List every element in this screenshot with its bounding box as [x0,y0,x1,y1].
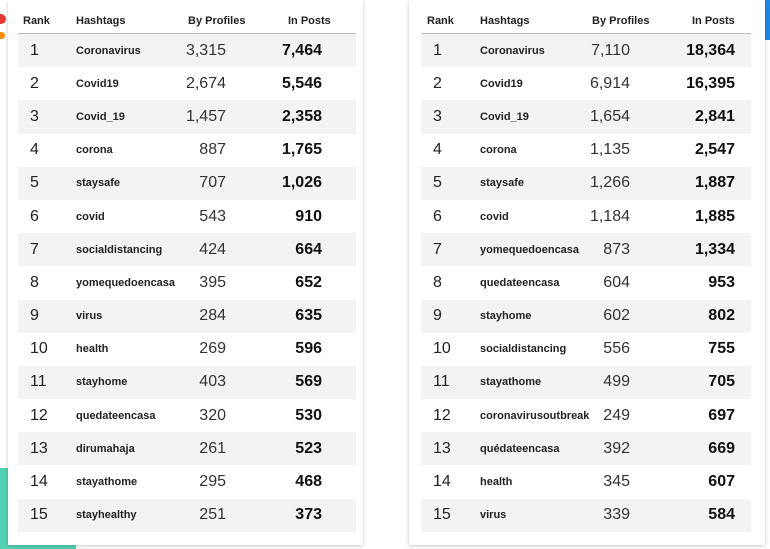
table-row [421,266,751,299]
posts-cell: 607 [708,473,735,491]
hashtag-cell: quédateencasa [480,442,560,455]
rank-cell: 9 [30,307,39,325]
table-row [421,432,751,465]
hashtag-table-right [421,6,751,532]
rank-cell: 13 [433,439,451,457]
hashtag-cell: covid [480,210,509,223]
profiles-cell: 1,654 [589,107,630,125]
profiles-cell: 873 [603,240,630,258]
rank-cell: 2 [30,74,39,92]
profiles-cell: 1,457 [185,107,226,125]
hashtag-cell: quedateencasa [76,409,156,422]
table-row [18,134,356,167]
rank-cell: 5 [30,174,39,192]
profiles-cell: 602 [603,307,630,325]
table-row [421,67,751,100]
table-row [421,300,751,333]
header-hashtags: Hashtags [480,15,530,27]
posts-cell: 523 [295,439,322,457]
posts-cell: 468 [295,473,322,491]
rank-cell: 8 [433,273,442,291]
posts-cell: 530 [295,406,322,424]
rank-cell: 10 [433,340,451,358]
hashtag-cell: health [76,343,109,356]
hashtag-cell: stayathome [76,476,138,489]
hashtag-cell: staysafe [76,177,121,190]
hashtag-table-card-right [409,0,765,545]
posts-cell: 596 [295,340,322,358]
profiles-cell: 251 [199,506,226,524]
hashtag-cell: stayathome [480,376,542,389]
hashtag-table-left [18,6,356,532]
rank-cell: 15 [433,506,451,524]
table-row [421,233,751,266]
table-row [421,34,751,67]
header-rank: Rank [23,15,50,27]
profiles-cell: 887 [199,141,226,159]
profiles-cell: 424 [199,240,226,258]
hashtag-cell: Covid_19 [76,110,125,123]
posts-cell: 802 [708,307,735,325]
profiles-cell: 7,110 [591,41,630,59]
rank-cell: 3 [30,107,39,125]
hashtag-cell: corona [480,144,517,157]
posts-cell: 2,547 [694,141,735,159]
posts-cell: 953 [708,273,735,291]
posts-cell: 635 [295,307,322,325]
hashtag-table-card-left [8,0,363,545]
posts-cell: 1,765 [281,141,322,159]
posts-cell: 910 [295,207,322,225]
hashtag-cell: covid [76,210,105,223]
profiles-cell: 320 [199,406,226,424]
rank-cell: 11 [433,373,450,391]
hashtag-cell: Covid19 [480,77,523,90]
rank-cell: 1 [30,41,39,59]
profiles-cell: 6,914 [589,74,630,92]
table-row [421,499,751,532]
profiles-cell: 395 [199,273,226,291]
posts-cell: 1,885 [694,207,735,225]
profiles-cell: 269 [199,340,226,358]
posts-cell: 16,395 [686,74,735,92]
profiles-cell: 2,674 [185,74,226,92]
hashtag-cell: Coronavirus [76,44,141,57]
table-row [18,333,356,366]
posts-cell: 373 [295,506,322,524]
profiles-cell: 1,266 [589,174,630,192]
hashtag-cell: health [480,476,513,489]
rank-cell: 6 [30,207,39,225]
table-row [18,67,356,100]
posts-cell: 7,464 [281,41,322,59]
posts-cell: 652 [295,273,322,291]
rank-cell: 14 [30,473,48,491]
posts-cell: 1,334 [694,240,735,258]
rank-cell: 3 [433,107,442,125]
rank-cell: 8 [30,273,39,291]
hashtag-cell: dirumahaja [76,442,135,455]
hashtag-cell: yomequedoencasa [480,243,580,256]
hashtag-cell: stayhome [76,376,128,389]
posts-cell: 18,364 [686,41,735,59]
table-row [421,100,751,133]
posts-cell: 569 [295,373,322,391]
hashtag-cell: socialdistancing [76,243,163,256]
rank-cell: 1 [433,41,442,59]
header-hashtags: Hashtags [76,15,126,27]
posts-cell: 755 [708,340,735,358]
table-row [18,100,356,133]
rank-cell: 15 [30,506,48,524]
hashtag-cell: Covid_19 [480,110,529,123]
table-body [18,34,356,532]
header-rank: Rank [427,15,454,27]
posts-cell: 2,841 [694,107,735,125]
posts-cell: 584 [708,506,735,524]
rank-cell: 7 [30,240,39,258]
hashtag-cell: quedateencasa [480,276,560,289]
profiles-cell: 543 [199,207,226,225]
hashtag-cell: socialdistancing [480,343,567,356]
table-row [421,200,751,233]
profiles-cell: 284 [199,307,226,325]
table-row [421,167,751,200]
profiles-cell: 1,135 [589,141,630,159]
rank-cell: 4 [433,141,442,159]
posts-cell: 705 [708,373,735,391]
table-row [18,266,356,299]
header-in-posts: In Posts [288,15,331,27]
decorative-edge-orange [0,32,5,39]
table-row [18,167,356,200]
posts-cell: 1,026 [281,174,322,192]
posts-cell: 2,358 [281,107,322,125]
hashtag-cell: yomequedoencasa [76,276,176,289]
rank-cell: 2 [433,74,442,92]
table-row [421,399,751,432]
posts-cell: 697 [708,406,735,424]
profiles-cell: 261 [199,439,226,457]
profiles-cell: 295 [199,473,226,491]
profiles-cell: 403 [199,373,226,391]
table-row [421,465,751,498]
profiles-cell: 499 [603,373,630,391]
rank-cell: 9 [433,307,442,325]
table-body [421,34,751,532]
table-row [18,366,356,399]
profiles-cell: 604 [603,273,630,291]
table-row [18,465,356,498]
profiles-cell: 3,315 [185,41,226,59]
rank-cell: 5 [433,174,442,192]
table-row [18,200,356,233]
hashtag-cell: coronavirusoutbreak [480,409,590,422]
table-row [421,366,751,399]
rank-cell: 7 [433,240,442,258]
rank-cell: 10 [30,340,48,358]
rank-cell: 14 [433,473,451,491]
posts-cell: 664 [295,240,322,258]
hashtag-cell: virus [480,509,507,522]
profiles-cell: 392 [603,439,630,457]
rank-cell: 6 [433,207,442,225]
rank-cell: 13 [30,439,48,457]
profiles-cell: 1,184 [589,207,630,225]
table-row [421,333,751,366]
header-by-profiles: By Profiles [592,15,650,27]
table-header [421,6,751,34]
hashtag-cell: virus [76,310,103,323]
profiles-cell: 249 [603,406,630,424]
rank-cell: 12 [30,406,48,424]
hashtag-cell: Covid19 [76,77,119,90]
profiles-cell: 345 [603,473,630,491]
decorative-edge-red [0,14,6,24]
rank-cell: 12 [433,406,451,424]
posts-cell: 5,546 [281,74,322,92]
table-row [421,134,751,167]
rank-cell: 11 [30,373,47,391]
table-header [18,6,356,34]
hashtag-cell: stayhealthy [76,509,137,522]
header-in-posts: In Posts [692,15,735,27]
header-by-profiles: By Profiles [188,15,246,27]
table-row [18,233,356,266]
profiles-cell: 556 [603,340,630,358]
table-row [18,34,356,67]
posts-cell: 669 [708,439,735,457]
hashtag-cell: corona [76,144,113,157]
profiles-cell: 339 [603,506,630,524]
hashtag-cell: stayhome [480,310,532,323]
posts-cell: 1,887 [694,174,735,192]
rank-cell: 4 [30,141,39,159]
profiles-cell: 707 [199,174,226,192]
table-row [18,432,356,465]
table-row [18,300,356,333]
table-row [18,499,356,532]
hashtag-cell: staysafe [480,177,525,190]
hashtag-cell: Coronavirus [480,44,545,57]
table-row [18,399,356,432]
